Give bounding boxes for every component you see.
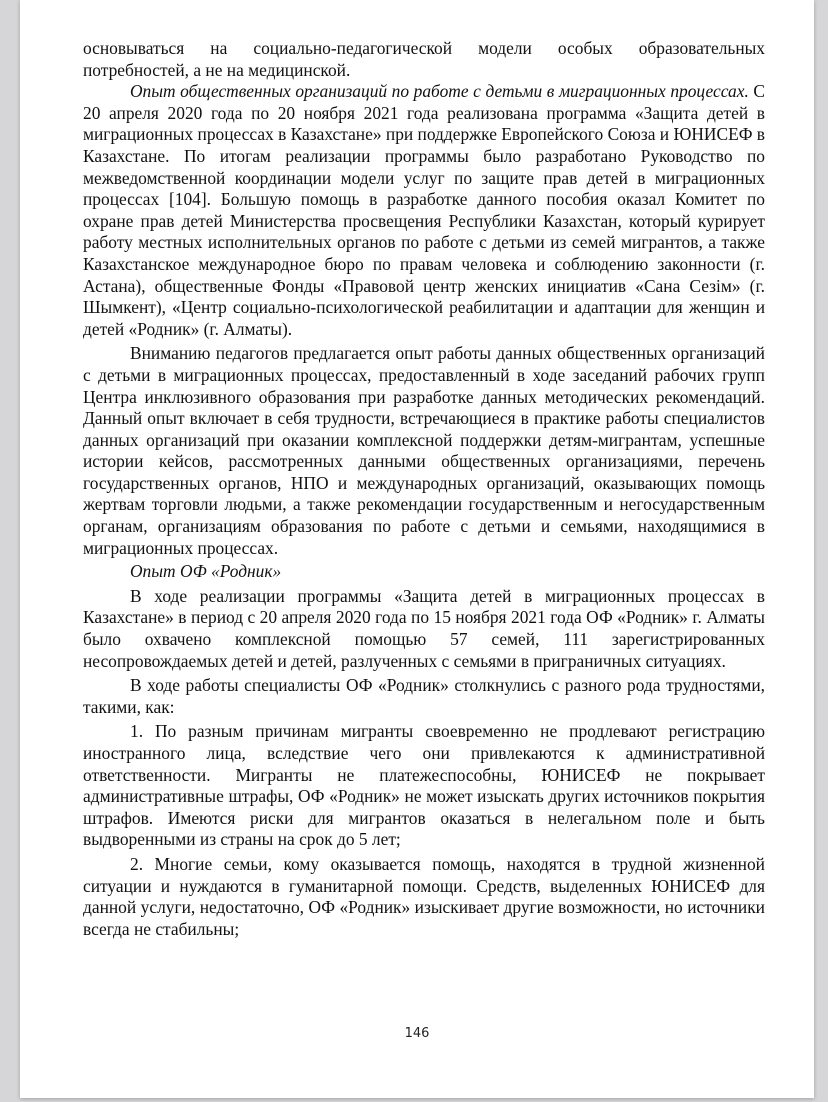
paragraph-for-teachers: Вниманию педагогов предлагается опыт работы данных общественных организаций с детьми в миграционных процессах, предоставленный в ходе заседаний рабочих групп Центра инклюзивного образования при разработке данных методических рекомендаций. Данный опыт включает в себя трудности, встречающиеся в практике работы специалистов данных организаций при оказании комплексной поддержки детям-мигрантам, успешные истории кейсов, рассмотренных данными общественных организациями, перечень государственных органов, НПО и международных организаций, оказывающих помощь жертвам торговли людьми, а также рекомендации государственным и негосударственным органам, организациям образования по работе с детьми и семьями, находящимися в миграционных процессах.: [83, 343, 765, 558]
page-body: [83, 38, 765, 940]
page-number: 146: [404, 1026, 430, 1041]
paragraph-organizations-experience: [83, 81, 765, 340]
paragraph-difficulties-intro: В ходе работы специалисты ОФ «Родник» столкнулись с разного рода трудностями, такими, как:: [83, 675, 765, 717]
document-page: [20, 0, 814, 1098]
list-item-2: 2. Многие семьи, кому оказывается помощь, находятся в трудной жизненной ситуации и нуждаются в гуманитарной помощи. Средств, выделенных ЮНИСЕФ для данной услуги, недостаточно, ОФ «Родник» изыскивает другие возможности, но источники всегда не стабильны;: [83, 853, 765, 939]
list-item-1: 1. По разным причинам мигранты своевременно не продлевают регистрацию иностранного лица, вследствие чего они привлекаются к административной ответственности. Мигранты не платежеспособны, ЮНИСЕФ не покрывает административные штрафы, ОФ «Родник» не может изыскать других источников покрытия штрафов. Имеются риски для мигрантов оказаться в нелегальном поле и быть выдворенными из страны на срок до 5 лет;: [83, 721, 765, 850]
paragraph-intro-continuation: основываться на социально-педагогической модели особых образовательных потребностей, а не на медицинской.: [83, 38, 765, 80]
paragraph-body-text: С 20 апреля 2020 года по 20 ноября 2021 года реализована программа «Защита детей в миграционных процессах в Казахстане» при поддержке Европейского Союза и ЮНИСЕФ в Казахстане. По итогам реализации программы было разработано Руководство по межведомственной координации модели услуг по защите прав детей в миграционных процессах [104]. Большую помощь в разработке данного пособия оказал Комитет по охране прав детей Министерства просвещения Республики Казахстан, который курирует работу местных исполнительных органов по работе с детьми из семей мигрантов, а также Казахстанское международное бюро по правам человека и соблюдению законности (г. Астана), общественные Фонды «Правовой центр женских инициатив «Сана Сезім» (г. Шымкент), «Центр социально-психологической реабилитации и адаптации для женщин и детей «Родник» (г. Алматы).: [83, 81, 765, 339]
section-heading-rodnik: Опыт ОФ «Родник»: [130, 561, 282, 582]
paragraph-rodnik-program: В ходе реализации программы «Защита детей в миграционных процессах в Казахстане» в период с 20 апреля 2020 года по 15 ноября 2021 года ОФ «Родник» г. Алматы было охвачено комплексной помощью 57 семей, 111 зарегистрированных несопровождаемых детей и детей, разлученных с семьями в приграничных ситуациях.: [83, 585, 765, 671]
italic-lead-phrase: Опыт общественных организаций по работе с детьми в миграционных процессах.: [130, 81, 749, 102]
